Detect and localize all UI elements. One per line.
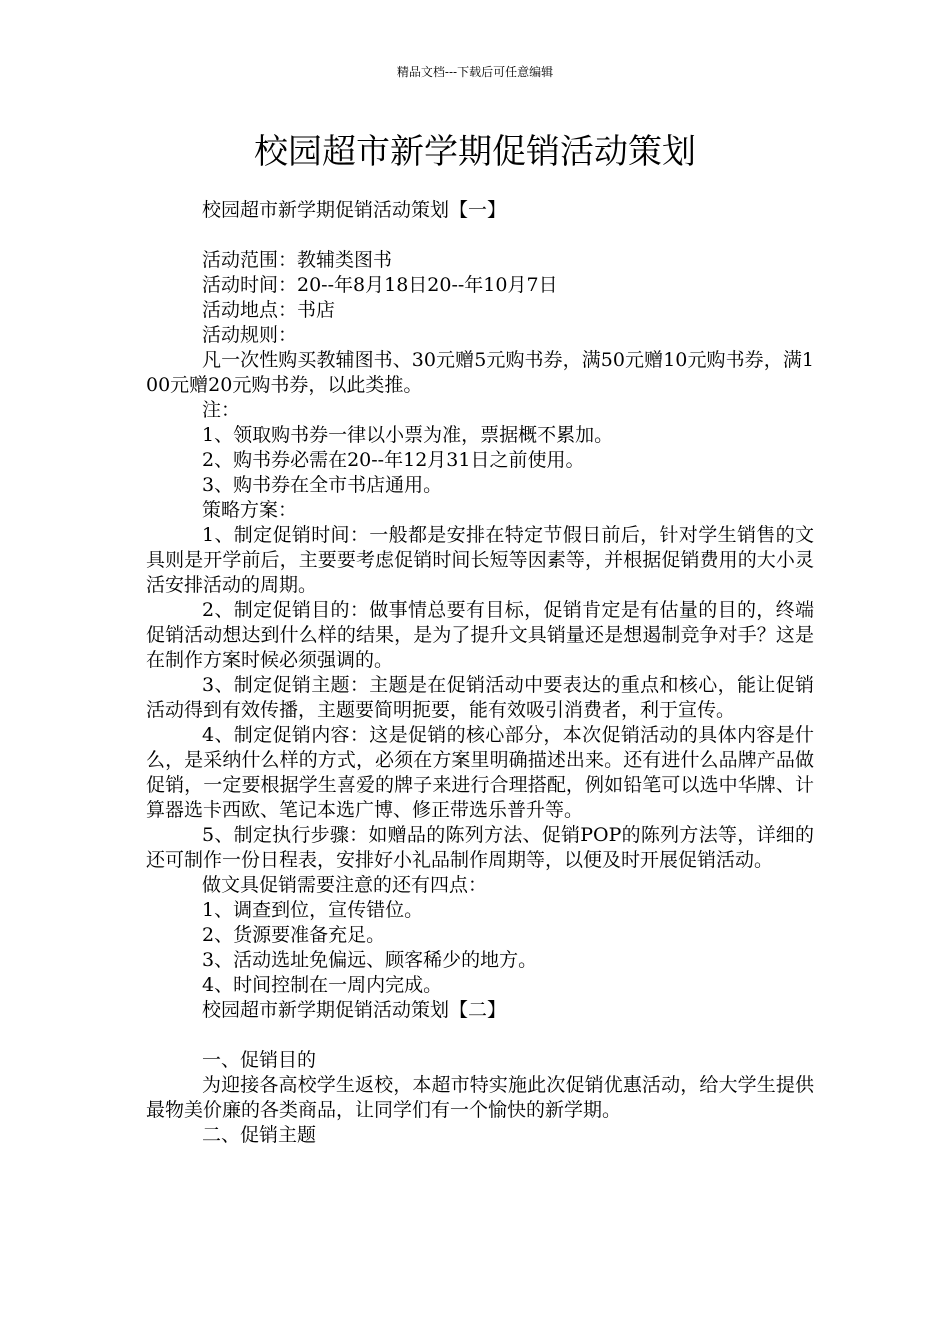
document-body xyxy=(146,198,814,1148)
paragraph: 2、货源要准备充足。 xyxy=(202,924,386,946)
paragraph: 注： xyxy=(202,399,241,421)
paragraph: 活动地点：书店 xyxy=(202,299,336,321)
paragraph: 一、促销目的 xyxy=(202,1049,317,1071)
paragraph: 活动时间：20--年8月18日20--年10月7日 xyxy=(202,274,558,296)
paragraph: 凡一次性购买教辅图书、30元赠5元购书券，满50元赠10元购书券，满100元赠20元购书券，以此类推。 xyxy=(146,349,814,396)
paragraph: 1、调查到位，宣传错位。 xyxy=(202,899,424,921)
paragraph: 做文具促销需要注意的还有四点： xyxy=(202,874,488,896)
header-note: 精品文档---下载后可任意编辑 xyxy=(396,65,554,79)
paragraph: 2、制定促销目的：做事情总要有目标，促销肯定是有估量的目的，终端促销活动想达到什么样的结果，是为了提升文具销量还是想遏制竞争对手？这是在制作方案时候必须强调的。 xyxy=(146,599,814,671)
paragraph: 活动范围：教辅类图书 xyxy=(202,249,393,271)
paragraph: 2、购书券必需在20--年12月31日之前使用。 xyxy=(202,449,585,471)
paragraph: 1、领取购书券一律以小票为准，票据概不累加。 xyxy=(202,424,614,446)
paragraph: 3、制定促销主题：主题是在促销活动中要表达的重点和核心，能让促销活动得到有效传播，主题要简明扼要，能有效吸引消费者，利于宣传。 xyxy=(146,674,814,721)
paragraph: 3、购书券在全市书店通用。 xyxy=(202,474,443,496)
paragraph: 4、制定促销内容：这是促销的核心部分，本次促销活动的具体内容是什么，是采纳什么样的方式，必须在方案里明确描述出来。还有进什么品牌产品做促销，一定要根据学生喜爱的牌子来进行合理搭配，例如铅笔可以选中华牌、计算器选卡西欧、笔记本选广博、修正带选乐普升等。 xyxy=(146,724,814,821)
paragraph: 活动规则： xyxy=(202,324,298,346)
document-title: 校园超市新学期促销活动策划 xyxy=(254,132,696,172)
section-heading-2: 校园超市新学期促销活动策划【二】 xyxy=(202,999,507,1021)
paragraph: 4、时间控制在一周内完成。 xyxy=(202,974,443,996)
paragraph: 二、促销主题 xyxy=(202,1124,317,1146)
paragraph: 为迎接各高校学生返校，本超市特实施此次促销优惠活动，给大学生提供最物美价廉的各类商品，让同学们有一个愉快的新学期。 xyxy=(146,1074,814,1121)
section-heading-1: 校园超市新学期促销活动策划【一】 xyxy=(202,199,507,221)
paragraph: 1、制定促销时间：一般都是安排在特定节假日前后，针对学生销售的文具则是开学前后，主要要考虑促销时间长短等因素等，并根据促销费用的大小灵活安排活动的周期。 xyxy=(146,524,814,596)
paragraph: 3、活动选址免偏远、顾客稀少的地方。 xyxy=(202,949,538,971)
paragraph: 5、制定执行步骤：如赠品的陈列方法、促销POP的陈列方法等，详细的还可制作一份日程表，安排好小礼品制作周期等，以便及时开展促销活动。 xyxy=(146,824,814,871)
paragraph: 策略方案： xyxy=(202,499,298,521)
